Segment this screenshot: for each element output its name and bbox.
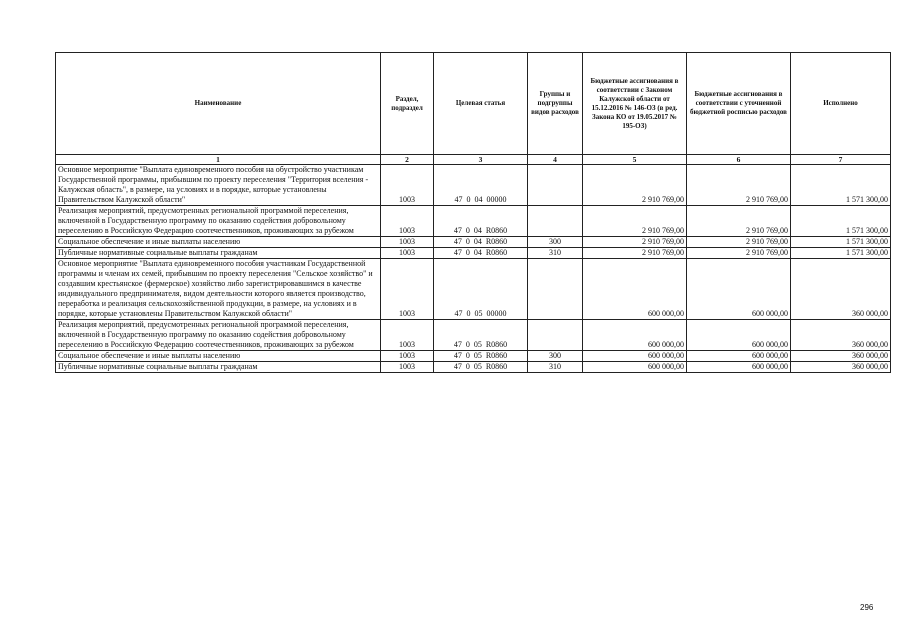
row-law-amount: 600 000,00 (583, 351, 687, 362)
row-refined-amount: 2 910 769,00 (687, 248, 791, 259)
table-row (56, 206, 891, 237)
budget-table (55, 52, 891, 373)
col-number: 2 (381, 155, 434, 165)
row-section: 1003 (381, 165, 434, 206)
row-group: 300 (528, 237, 583, 248)
row-section: 1003 (381, 248, 434, 259)
table-row (56, 351, 891, 362)
row-refined-amount: 600 000,00 (687, 362, 791, 373)
column-number-row (56, 155, 891, 165)
row-law-amount: 600 000,00 (583, 320, 687, 351)
row-target: 47 0 05 R0860 (434, 320, 528, 351)
col-number: 7 (791, 155, 891, 165)
col-number: 6 (687, 155, 791, 165)
header-name: Наименование (56, 53, 381, 155)
row-target: 47 0 04 R0860 (434, 248, 528, 259)
row-executed-amount: 1 571 300,00 (791, 237, 891, 248)
row-section: 1003 (381, 362, 434, 373)
row-name: Реализация мероприятий, предусмотренных региональной программой переселения, включенной в Государственную программу по оказанию содействия добровольному переселению в Российскую Федерацию соотечественников, проживающих за рубежом (56, 320, 381, 351)
row-refined-amount: 2 910 769,00 (687, 165, 791, 206)
row-executed-amount: 1 571 300,00 (791, 165, 891, 206)
row-law-amount: 2 910 769,00 (583, 206, 687, 237)
row-law-amount: 600 000,00 (583, 259, 687, 320)
row-target: 47 0 04 00000 (434, 165, 528, 206)
col-number: 3 (434, 155, 528, 165)
row-executed-amount: 360 000,00 (791, 362, 891, 373)
row-executed-amount: 360 000,00 (791, 351, 891, 362)
row-target: 47 0 05 R0860 (434, 362, 528, 373)
row-refined-amount: 600 000,00 (687, 351, 791, 362)
row-refined-amount: 2 910 769,00 (687, 206, 791, 237)
row-name: Публичные нормативные социальные выплаты гражданам (56, 362, 381, 373)
page-number: 296 (860, 603, 874, 612)
row-law-amount: 600 000,00 (583, 362, 687, 373)
row-executed-amount: 360 000,00 (791, 259, 891, 320)
row-section: 1003 (381, 351, 434, 362)
table-row (56, 362, 891, 373)
row-group (528, 165, 583, 206)
row-name: Основное мероприятие "Выплата единовременного пособия на обустройство участникам Государственной программы, прибывшим по проекту переселения "Территория вселения - Калужская область", в размере, на условиях и в порядке, которые установлены Правительством Калужской области" (56, 165, 381, 206)
row-name: Социальное обеспечение и иные выплаты населению (56, 237, 381, 248)
row-law-amount: 2 910 769,00 (583, 237, 687, 248)
row-target: 47 0 05 00000 (434, 259, 528, 320)
row-name: Реализация мероприятий, предусмотренных региональной программой переселения, включенной в Государственную программу по оказанию содействия добровольному переселению в Российскую Федерацию соотечественников, проживающих за рубежом (56, 206, 381, 237)
row-refined-amount: 2 910 769,00 (687, 237, 791, 248)
row-name: Социальное обеспечение и иные выплаты населению (56, 351, 381, 362)
table-row (56, 320, 891, 351)
header-law-allocations: Бюджетные ассигнования в соответствии с Законом Калужской области от 15.12.2016 № 146-ОЗ (в ред. Закона КО от 19.05.2017 № 195-ОЗ) (583, 53, 687, 155)
row-target: 47 0 04 R0860 (434, 237, 528, 248)
table-row (56, 165, 891, 206)
row-executed-amount: 1 571 300,00 (791, 206, 891, 237)
row-law-amount: 2 910 769,00 (583, 248, 687, 259)
table-row (56, 237, 891, 248)
row-name: Основное мероприятие "Выплата единовременного пособия участникам Государственной программы и членам их семей, прибывшим по проекту переселения "Сельское хозяйство" и создавшим крестьянское (фермерское) хозяйство либо зарегистрировавшимся в качестве индивидуального предпринимателя, видом деятельности которого является производство, переработка и реализация сельскохозяйственной продукции, в размере, на условиях и в порядке, которые установлены Правительством Калужской области" (56, 259, 381, 320)
row-group: 300 (528, 351, 583, 362)
header-target: Целевая статья (434, 53, 528, 155)
row-group: 310 (528, 362, 583, 373)
header-groups: Группы и подгруппы видов расходов (528, 53, 583, 155)
row-refined-amount: 600 000,00 (687, 259, 791, 320)
col-number: 5 (583, 155, 687, 165)
row-section: 1003 (381, 206, 434, 237)
row-refined-amount: 600 000,00 (687, 320, 791, 351)
row-section: 1003 (381, 237, 434, 248)
row-section: 1003 (381, 259, 434, 320)
header-refined-allocations: Бюджетные ассигнования в соответствии с уточненной бюджетной росписью расходов (687, 53, 791, 155)
header-section: Раздел, подраздел (381, 53, 434, 155)
row-executed-amount: 1 571 300,00 (791, 248, 891, 259)
row-executed-amount: 360 000,00 (791, 320, 891, 351)
row-group (528, 259, 583, 320)
row-group (528, 206, 583, 237)
col-number: 1 (56, 155, 381, 165)
row-group: 310 (528, 248, 583, 259)
col-number: 4 (528, 155, 583, 165)
table-row (56, 259, 891, 320)
header-executed: Исполнено (791, 53, 891, 155)
row-name: Публичные нормативные социальные выплаты гражданам (56, 248, 381, 259)
header-row (56, 53, 891, 155)
row-group (528, 320, 583, 351)
row-target: 47 0 05 R0860 (434, 351, 528, 362)
table-row (56, 248, 891, 259)
row-law-amount: 2 910 769,00 (583, 165, 687, 206)
row-target: 47 0 04 R0860 (434, 206, 528, 237)
row-section: 1003 (381, 320, 434, 351)
